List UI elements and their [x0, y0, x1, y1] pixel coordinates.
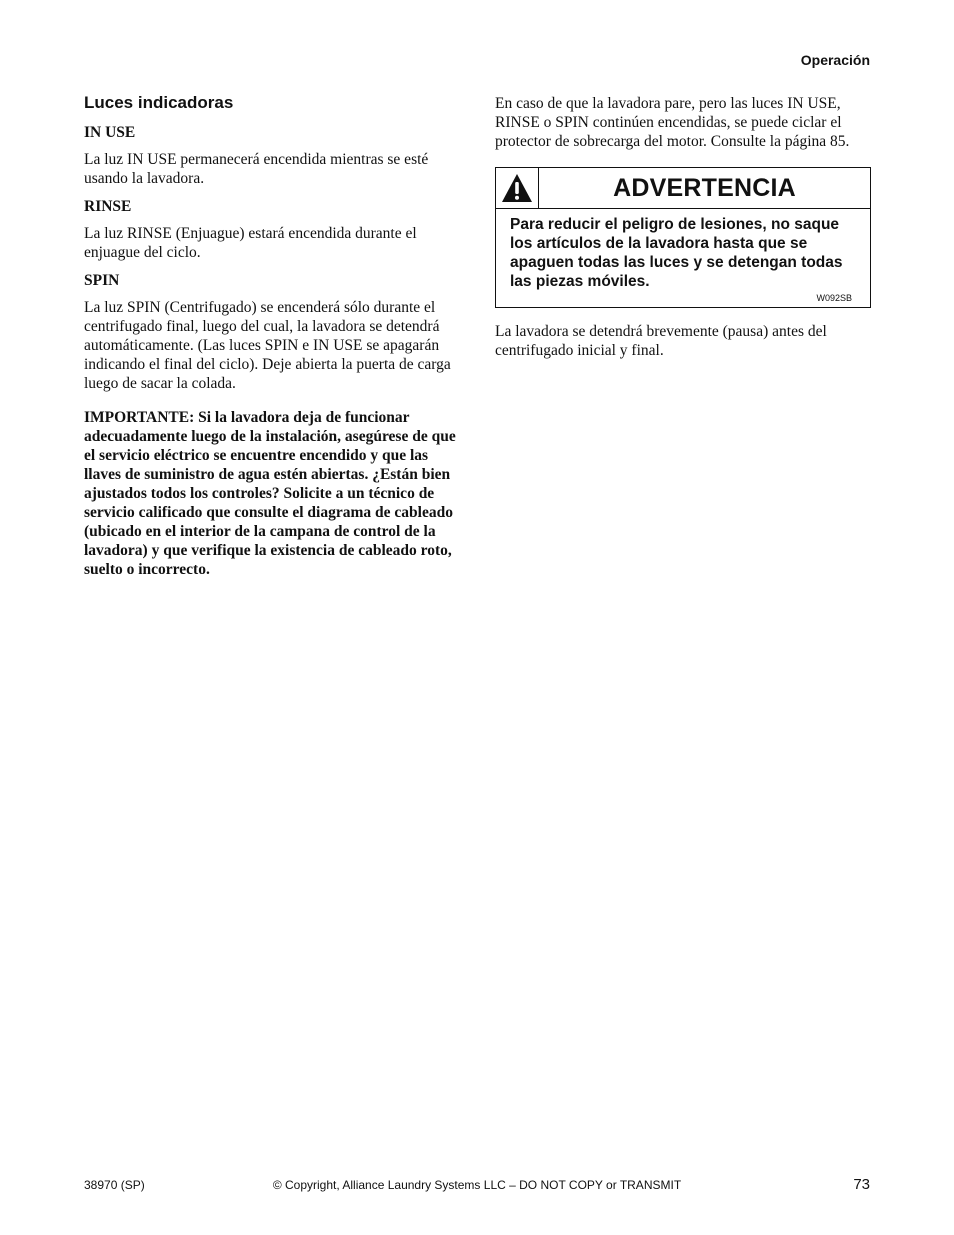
spin-text: La luz SPIN (Centrifugado) se encenderá sólo durante el centrifugado final, luego del cual, la lavadora se detendrá automáticamente. (Las luces SPIN e IN USE se apagarán indicando el final del ciclo). Deje abierta la puerta de carga luego de sacar la colada.: [84, 299, 451, 392]
warning-title: ADVERTENCIA: [613, 173, 796, 202]
page-number: 73: [853, 1176, 870, 1193]
rinse-text: La luz RINSE (Enjuague) estará encendida durante el enjuague del ciclo.: [84, 225, 417, 261]
warning-body: [496, 209, 870, 307]
warning-code: W092SB: [816, 293, 852, 303]
warning-triangle-icon: [500, 172, 534, 204]
copyright-notice: © Copyright, Alliance Laundry Systems LLC – DO NOT COPY or TRANSMIT: [272, 1178, 682, 1192]
section-title: Luces indicadoras: [84, 93, 234, 112]
right-column: [495, 94, 871, 369]
warning-header: [496, 168, 870, 209]
left-column: [84, 93, 456, 579]
warning-box: [495, 167, 871, 308]
page-footer: [84, 1178, 870, 1194]
in-use-heading: IN USE: [84, 124, 136, 141]
important-note: IMPORTANTE: Si la lavadora deja de funcionar adecuadamente luego de la instalación, asegúrese de que el servicio eléctrico se encuentre encendido y que las llaves de suministro de agua estén abiertas. ¿Están bien ajustados todos los controles? Solicite a un técnico de servicio calificado que consulte el diagrama de cableado (ubicado en el interior de la campana de control de la lavadora) y que verifique la existencia de cableado roto, suelto o incorrecto.: [84, 409, 456, 578]
in-use-text: La luz IN USE permanecerá encendida mientras se esté usando la lavadora.: [84, 151, 429, 187]
warning-icon-cell: [496, 168, 539, 208]
spin-heading: SPIN: [84, 272, 120, 289]
pause-note-text: La lavadora se detendrá brevemente (pausa) antes del centrifugado inicial y final.: [495, 323, 827, 359]
rinse-heading: RINSE: [84, 198, 132, 215]
overload-intro-text: En caso de que la lavadora pare, pero las luces IN USE, RINSE o SPIN continúen encendidas, se puede ciclar el protector de sobrecarga del motor. Consulte la página 85.: [495, 95, 850, 150]
running-header-section: Operación: [800, 52, 870, 68]
warning-text: Para reducir el peligro de lesiones, no saque los artículos de la lavadora hasta que se apaguen todas las luces y se detengan todas las piezas móviles.: [510, 216, 843, 290]
doc-number: 38970 (SP): [84, 1178, 145, 1192]
